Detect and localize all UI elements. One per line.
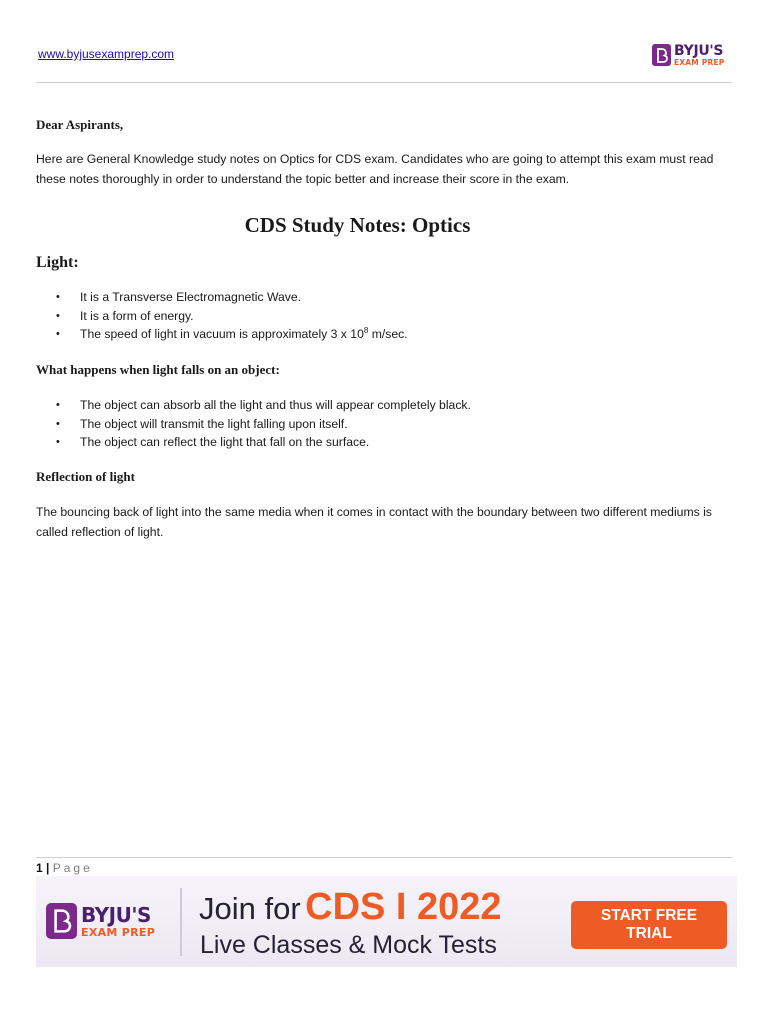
byjus-b-icon	[652, 44, 671, 66]
banner-logo-sub: EXAM PREP	[81, 925, 156, 939]
page-number	[36, 861, 93, 875]
banner-divider	[180, 888, 182, 956]
banner-subline: Live Classes & Mock Tests	[200, 931, 497, 959]
footer-divider	[36, 857, 732, 858]
reflection-paragraph: The bouncing back of light into the same media when it comes in contact with the boundary between two different mediums is called reflection of light.	[36, 505, 712, 539]
exam-highlight: CDS I 2022	[305, 886, 502, 928]
what-happens-heading: What happens when light falls on an object:	[36, 362, 280, 377]
page-number-value: 1	[36, 861, 43, 875]
header-divider	[36, 82, 732, 83]
banner-headline	[199, 888, 502, 926]
light-list	[36, 288, 408, 344]
list-item: • It is a Transverse Electromagnetic Wave.	[36, 288, 408, 307]
list-item: • The object can reflect the light that fall on the surface.	[36, 433, 471, 452]
page-title: CDS Study Notes: Optics	[244, 213, 471, 237]
list-item	[36, 325, 408, 344]
exponent: 8	[363, 325, 369, 335]
list-item: • The object can absorb all the light and thus will appear completely black.	[36, 396, 471, 415]
greeting: Dear Aspirants,	[36, 117, 124, 132]
banner-logo-brand: BYJU'S	[81, 902, 151, 927]
list-item: • It is a form of energy.	[36, 307, 408, 326]
what-happens-list	[36, 396, 471, 452]
intro-paragraph: Here are General Knowledge study notes on Optics for CDS exam. Candidates who are going to attempt this exam must read these notes thoroughly in order to understand the topic better and increase their score in the exam.	[36, 152, 714, 186]
speed-text: The speed of light in vacuum is approximately 3 x 10	[80, 327, 364, 341]
reflection-heading: Reflection of light	[36, 469, 135, 484]
byjus-logo	[652, 44, 724, 67]
join-text: Join for	[199, 891, 301, 926]
light-heading: Light:	[36, 254, 79, 271]
website-link[interactable]: www.byjusexamprep.com	[38, 47, 175, 61]
list-item: • The object will transmit the light falling upon itself.	[36, 415, 471, 434]
speed-unit: m/sec.	[368, 327, 408, 341]
logo-sub-text: EXAM PREP	[674, 58, 725, 67]
logo-brand-text: BYJU'S	[674, 43, 724, 59]
promo-banner[interactable]	[36, 876, 737, 967]
banner-logo	[46, 903, 155, 939]
byjus-b-icon	[46, 903, 77, 939]
start-free-trial-button[interactable]: START FREE TRIAL	[571, 901, 727, 949]
page-label: Page	[52, 861, 93, 875]
page-separator: |	[46, 861, 50, 875]
